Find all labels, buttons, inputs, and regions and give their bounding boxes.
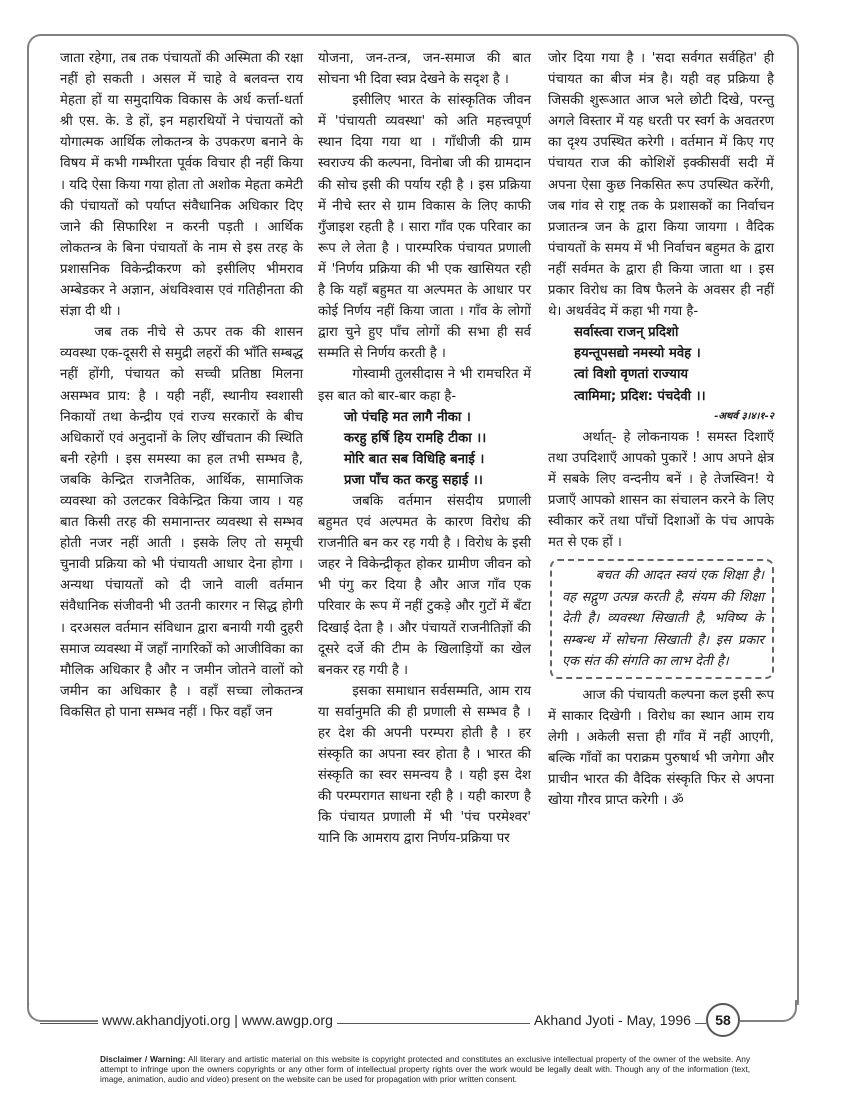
paragraph: जाता रहेगा, तब तक पंचायतों की अस्मिता की रक्षा नहीं हो सकती । असल में चाहे वे बलवन्त राय मेहता हों या समुदायिक विकास के अर्ध कर्त्ता-धर्ता श्री एस. के. डे हों, इन महारथियों ने पंचायतों को योगात्मक आर्थिक लोकतन्त्र के उपकरण बनाने के विषय में कभी गम्भीरता पूर्वक विचार ही नहीं किया । यदि ऐसा किया गया होता तो अशोक मेहता कमेटी की पंचायतों को पर्याप्त संवैधानिक अधिकार दिए जाने की सिफारिश न करनी पड़ती । आर्थिक लोकतन्त्र के बिना पंचायतों के नाम से इस तरह के प्रशासनिक विकेन्द्रीकरण को इसीलिए भीमराव अम्बेडकर ने अज्ञान, अंधविश्वास एवं गतिहीनता की संज्ञा दी थी । [60, 51, 303, 320]
column-right [548, 48, 774, 811]
verse-line: करहु हर्षि हिय रामहि टीका ।। [344, 430, 487, 446]
verse-line: मोरि बात सब विधिहि बनाई । [344, 451, 485, 467]
footer-publication: Akhand Jyoti - May, 1996 [530, 1012, 695, 1028]
paragraph: जबकि वर्तमान संसदीय प्रणाली बहुमत एवं अल्पमत के कारण विरोध की राजनीति बन कर रह गयी है । विरोध के इसी जहर ने विकेन्द्रीकृत होकर ग्रामीण जीवन को भी पंगु कर दिया है और आज गाँव एक परिवार के रूप में नहीं टुकड़े और गुटों में बँटा दिखाई देता है । और पंचायतें राजनीतिज्ञों की दूसरे दर्जे की टीम के खिलाड़ियों का खेल बनकर रह गयी है । [318, 493, 531, 678]
verse-line: हयन्तूपसद्यो नमस्यो मवेह । [574, 346, 701, 362]
verse-line: सर्वास्त्वा राजन् प्रदिशो [574, 325, 679, 341]
paragraph: अर्थात्- हे लोकनायक ! समस्त दिशाएँ तथा उपदिशाएँ आपको पुकारें ! आप अपने क्षेत्र में सबके लिए वन्दनीय बनें । हे तेजस्विन! ये प्रजाएँ आपको शासन का संचालन करने के लिए स्वीकार करें तथा पाँचों दिशाओं के पंच आपके मत से एक हों । [548, 429, 774, 551]
column-middle [318, 48, 531, 850]
disclaimer-text: All literary and artistic material on this website is copyright protected and constitutes an exclusive intellectual property of the owner of the website. Any attempt to infringe upon the owners copyrights or any other form of intellectual property rights over the work would be legally dealt with. Though any of the information (text, image, animation, audio and video) present on the website can be used for propagation with prior written consent. [100, 1054, 750, 1084]
page-number-badge: 58 [706, 1003, 740, 1037]
verse-line: प्रजा पाँच कत करहु सहाई ।। [344, 472, 483, 488]
quote-text: बचत की आदत स्वयं एक शिक्षा है। वह सद्गुण उत्पन्न करती है, संयम की शिक्षा देती है। व्यवस्था सिखाती है, भविष्य के सम्बन्ध में सोचना सिखाती है। इस प्रकार एक संत की संगति का लाभ देती है। [562, 568, 764, 670]
paragraph: जब तक नीचे से ऊपर तक की शासन व्यवस्था एक-दूसरी से समुद्री लहरों की भाँति सम्बद्ध नहीं होंगी, पंचायत को सच्ची प्रतिष्ठा मिलना असम्भव प्राय: है । यही नहीं, स्थानीय स्वशासी निकायों तथा केन्द्रीय एवं राज्य सरकारों के बीच अधिकारों एवं अनुदानों के लिए खींचतान की स्थिति बनी रहेगी । इस समस्या का हल तभी सम्भव है, जबकि केन्द्रित राजनैतिक, आर्थिक, सामाजिक व्यवस्था को उलटकर विकेन्द्रित किया जाय । यह बात किसी तरह की समानान्तर व्यवस्था से सम्भव होती नजर नहीं आती । इसके लिए तो समूची चुनावी प्रक्रिया को भी पंचायती आधार देना होगा । अन्यथा पंचायतों को दी जाने वाली वर्तमान संवैधानिक संजीवनी भी उतनी कारगर न सिद्ध होगी । दरअसल वर्तमान संविधान द्वारा बनायी गयी दुहरी समाज व्यवस्था में जहाँ नागरिकों को आजीविका का मौलिक अधिकार है और न जमीन जोतने वालों को जमीन का अधिकार है । वहाँ सच्चा लोकतन्त्र विकसित हो पाना सम्भव नहीं । फिर वहाँ जन [60, 325, 303, 720]
paragraph: आज की पंचायती कल्पना कल इसी रूप में साकार दिखेगी । विरोध का स्थान आम राय लेगी । अकेली सत्ता ही गाँव में नहीं आएगी, बल्कि गाँवों का पराक्रम पुरुषार्थ भी जगेगा और प्राचीन भारत की वैदिक संस्कृति फिर से अपना खोया गौरव प्राप्त करेगी । ॐ [548, 687, 774, 809]
column-left [60, 48, 303, 723]
verse-line: त्वामिमा; प्रदिश: पंचदेवी ।। [574, 388, 706, 404]
verse-citation: -अथर्व ३।४।१-२ [714, 410, 774, 422]
quote-box [550, 559, 774, 679]
paragraph: जोर दिया गया है । 'सदा सर्वगत सर्वहित' ही पंचायत का बीज मंत्र है। यही वह प्रक्रिया है जिसकी शुरूआत आज भले छोटी दिखे, परन्तु अगले विस्तार में यह धरती पर स्वर्ग के अवतरण का दृश्य उपस्थित करेगी । वर्तमान में किए गए पंचायत राज की कोशिशें इक्कीसवीं सदी में अपना ऐसा कुछ निकसित रूप उपस्थित करेंगी, जब गांव से राष्ट्र तक के प्रशासकों का निर्वाचन प्रजातन्त्र जन के द्वारा किया जायगा । वैदिक पंचायतों के समय में भी निर्वाचन बहुमत के द्वारा नहीं सर्वमत के द्वारा ही किया जाता था । इस प्रकार विरोध का विष फैलने के अवसर ही नहीं थे। अथर्ववेद में कहा भी गया है- [548, 51, 774, 320]
footer-websites[interactable]: www.akhandjyoti.org | www.awgp.org [98, 1012, 337, 1028]
disclaimer-label: Disclaimer / Warning: [100, 1054, 186, 1064]
paragraph: इसीलिए भारत के सांस्कृतिक जीवन में 'पंचायती व्यवस्था' को अति महत्त्वपूर्ण स्थान दिया गया था । गाँधीजी की ग्राम स्वराज्य की कल्पना, विनोबा जी की ग्रामदान की सोच इसी की पर्याय रही है । इस प्रक्रिया में नीचे स्तर से ग्राम विकास के लिए काफी गुँजाइश रहती है । सारा गाँव एक परिवार का रूप ले लेता है । पारम्परिक पंचायत प्रणाली में 'निर्णय प्रक्रिया की भी एक खासियत रही है कि यहाँ बहुमत या अल्पमत के आधार पर कोई निर्णय नहीं किया जाता । गाँव के लोगों द्वारा चुने हुए पाँच लोगों की सभा ही सर्व सम्मति से निर्णय करती है । [318, 93, 531, 362]
verse-line: जो पंचहि मत लागै नीका । [344, 409, 471, 425]
paragraph: गोस्वामी तुलसीदास ने भी रामचरित में इस बात को बार-बार कहा है- [318, 367, 531, 404]
verse-line: त्वां विशो वृणतां राज्याय [574, 367, 689, 383]
disclaimer [100, 1054, 750, 1084]
paragraph: इसका समाधान सर्वसम्मति, आम राय या सर्वानुमति की ही प्रणाली से सम्भव है । हर देश की अपनी परम्परा होती है । हर संस्कृति का अपना स्वर होता है । भारत की संस्कृति का स्वर समन्वय है । यही इस देश की परम्परागत साधना रही है । यही कारण है कि पंचायत प्रणाली में भी 'पंच परमेश्वर' यानि कि आमराय द्वारा निर्णय-प्रक्रिया पर [318, 683, 531, 847]
paragraph: योजना, जन-तन्त्र, जन-समाज की बात सोचना भी दिवा स्वप्न देखने के सदृश है । [318, 51, 531, 88]
